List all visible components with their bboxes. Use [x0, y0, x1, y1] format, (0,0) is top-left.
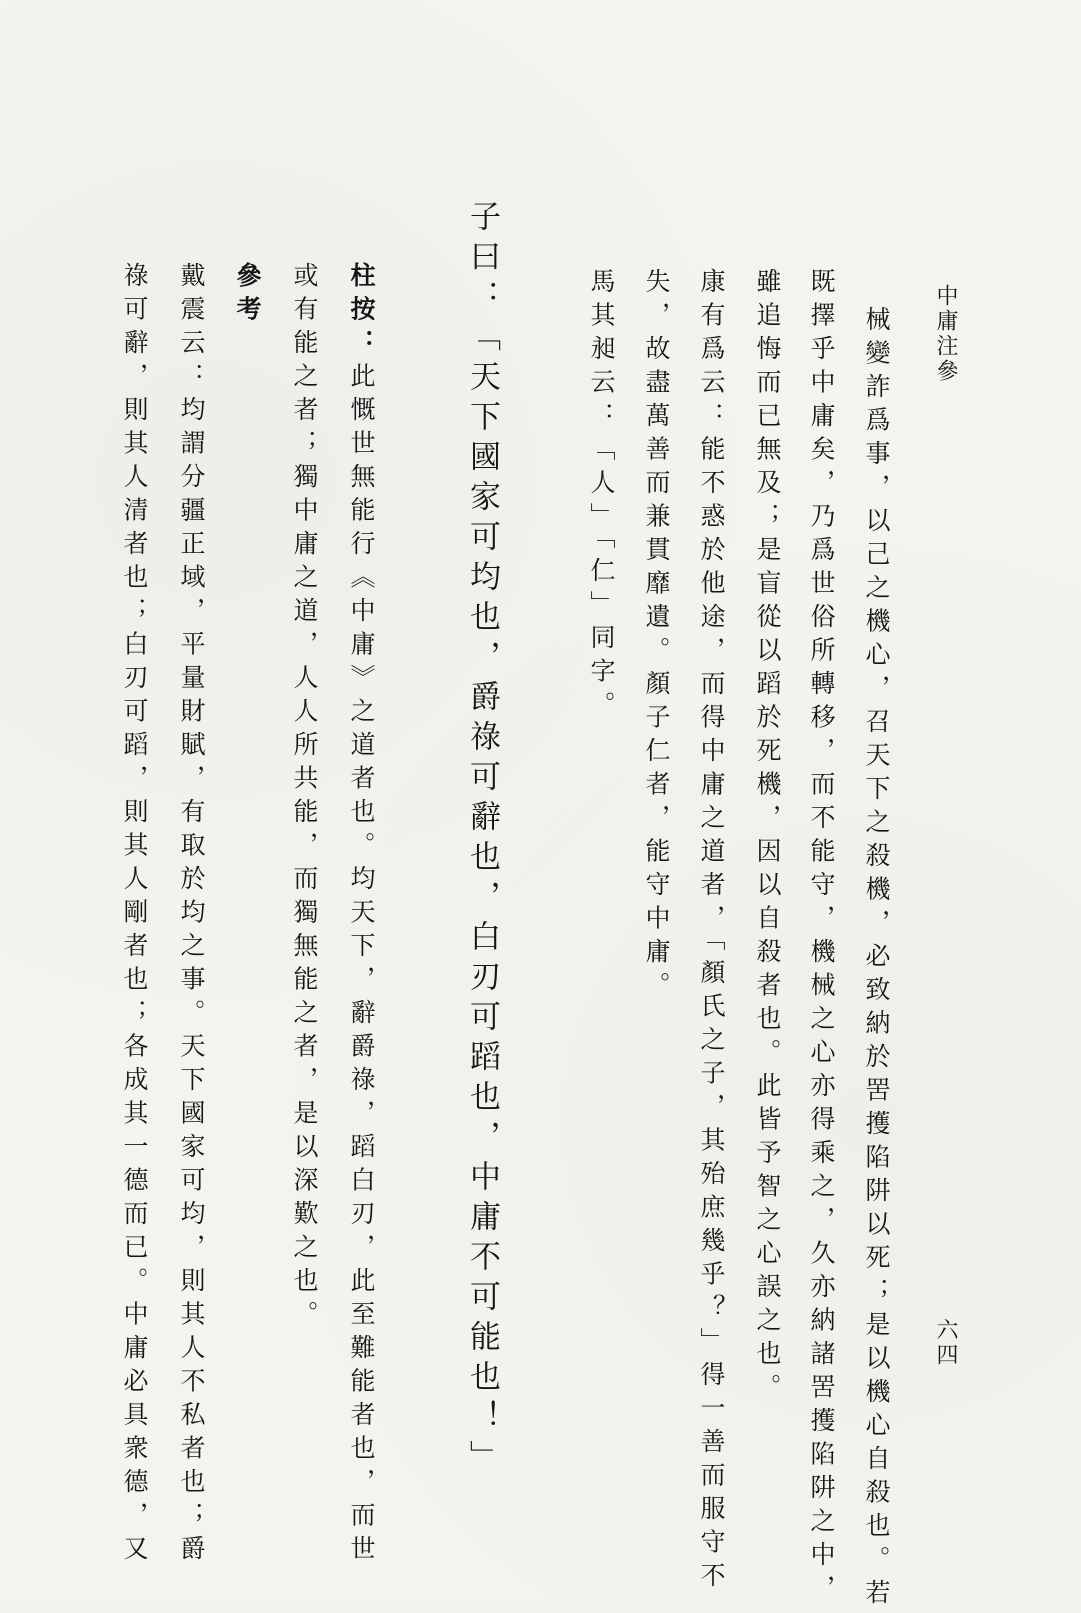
text-line-2: 既擇乎中庸矣，乃爲世俗所轉移，而不能守，機械之心亦得乘之，久亦納諸罟擭陷阱之中，: [807, 268, 836, 1608]
text-line-1: 械變詐爲事，以己之機心，召天下之殺機，必致納於罟擭陷阱以死；是以機心自殺也。若: [862, 306, 891, 1613]
text-line-4: [699, 268, 724, 1596]
commentary-label: 柱按：: [347, 262, 376, 363]
page-number: 六四: [933, 1318, 958, 1368]
commentary-line-1-content: 此慨世無能行《中庸》之道者也。均天下，辭爵祿，蹈白刃，此至難能者也，而世: [347, 362, 376, 1569]
text-line-5: 失，故盡萬善而兼貫靡遺。顏子仁者，能守中庸。: [642, 268, 671, 1005]
running-title: 中庸注參: [933, 284, 958, 384]
text-line-6: [589, 268, 614, 725]
commentary-line-1: [349, 262, 374, 1569]
main-quote: 子曰：「天下國家可均也，爵祿可辭也，白刃可蹈也，中庸不可能也！」: [464, 200, 500, 1480]
text-line-6-content: 「人」「仁」同字。: [587, 435, 616, 725]
reference-line-1: [179, 262, 204, 1569]
text-line-4-content: 能不惑於他途，而得中庸之道者，「顏氏之子，其殆庶幾乎？」得一善而服守不: [697, 435, 726, 1596]
speaker-label-ma: 馬其昶云：: [587, 268, 616, 436]
commentary-line-2: 或有能之者；獨中庸之道，人人所共能，而獨無能之者，是以深歎之也。: [290, 262, 319, 1334]
reference-line-2: 祿可辭，則其人清者也；白刃可蹈，則其人剛者也；各成其一德而已。中庸必具衆德，又: [120, 262, 149, 1569]
reference-heading: 參考: [233, 262, 262, 329]
reference-line-1-content: 均謂分疆正域，平量財賦，有取於均之事。天下國家可均，則其人不私者也；爵: [177, 396, 206, 1569]
speaker-label-dai: 戴震云：: [177, 262, 206, 396]
speaker-label-kang: 康有爲云：: [697, 268, 726, 436]
text-line-3: 雖追悔而已無及；是盲從以蹈於死機，因以自殺者也。此皆予智之心誤之也。: [753, 268, 782, 1407]
